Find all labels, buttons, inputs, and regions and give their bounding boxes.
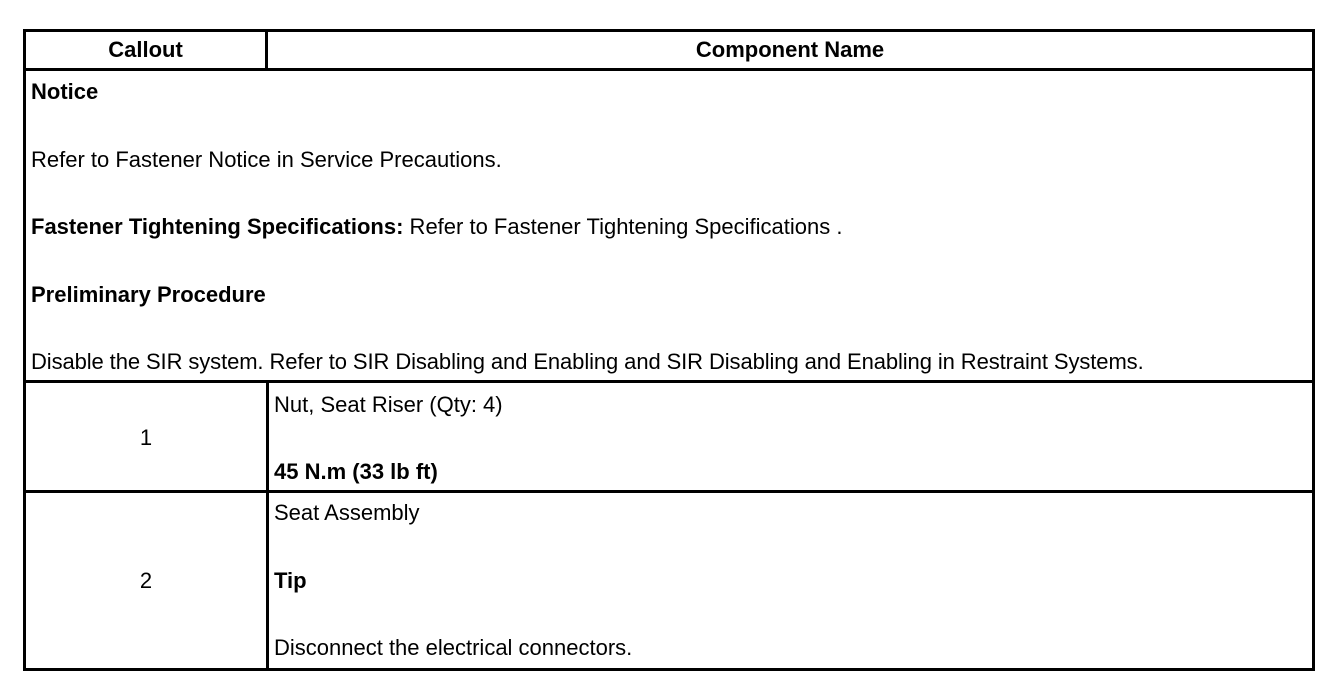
header-callout: Callout [108,37,183,62]
rows-column-divider [266,380,269,671]
row1-bottom-rule [23,490,1315,493]
row1-callout: 1 [139,425,153,450]
row1-torque: 45 N.m (33 lb ft) [274,459,438,484]
row2-callout: 2 [139,568,153,593]
row2-component-name: Seat Assembly [274,500,420,525]
notice-text: Refer to Fastener Notice in Service Precautions. [31,147,502,172]
notice-bottom-rule [23,380,1315,383]
header-component-name: Component Name [695,37,885,62]
preliminary-heading: Preliminary Procedure [31,282,266,307]
row2-tip-heading: Tip [274,568,307,593]
fastener-spec-label: Fastener Tightening Specifications: [31,214,404,239]
fastener-spec-line [31,214,842,240]
preliminary-text: Disable the SIR system. Refer to SIR Disabling and Enabling and SIR Disabling and Enabling in Restraint Systems. [31,349,1144,374]
fastener-spec-text: Refer to Fastener Tightening Specifications . [403,214,843,239]
header-bottom-rule [23,68,1315,71]
row2-tip-text: Disconnect the electrical connectors. [274,635,633,660]
notice-heading: Notice [31,79,99,104]
row1-component-name: Nut, Seat Riser (Qty: 4) [274,392,503,417]
